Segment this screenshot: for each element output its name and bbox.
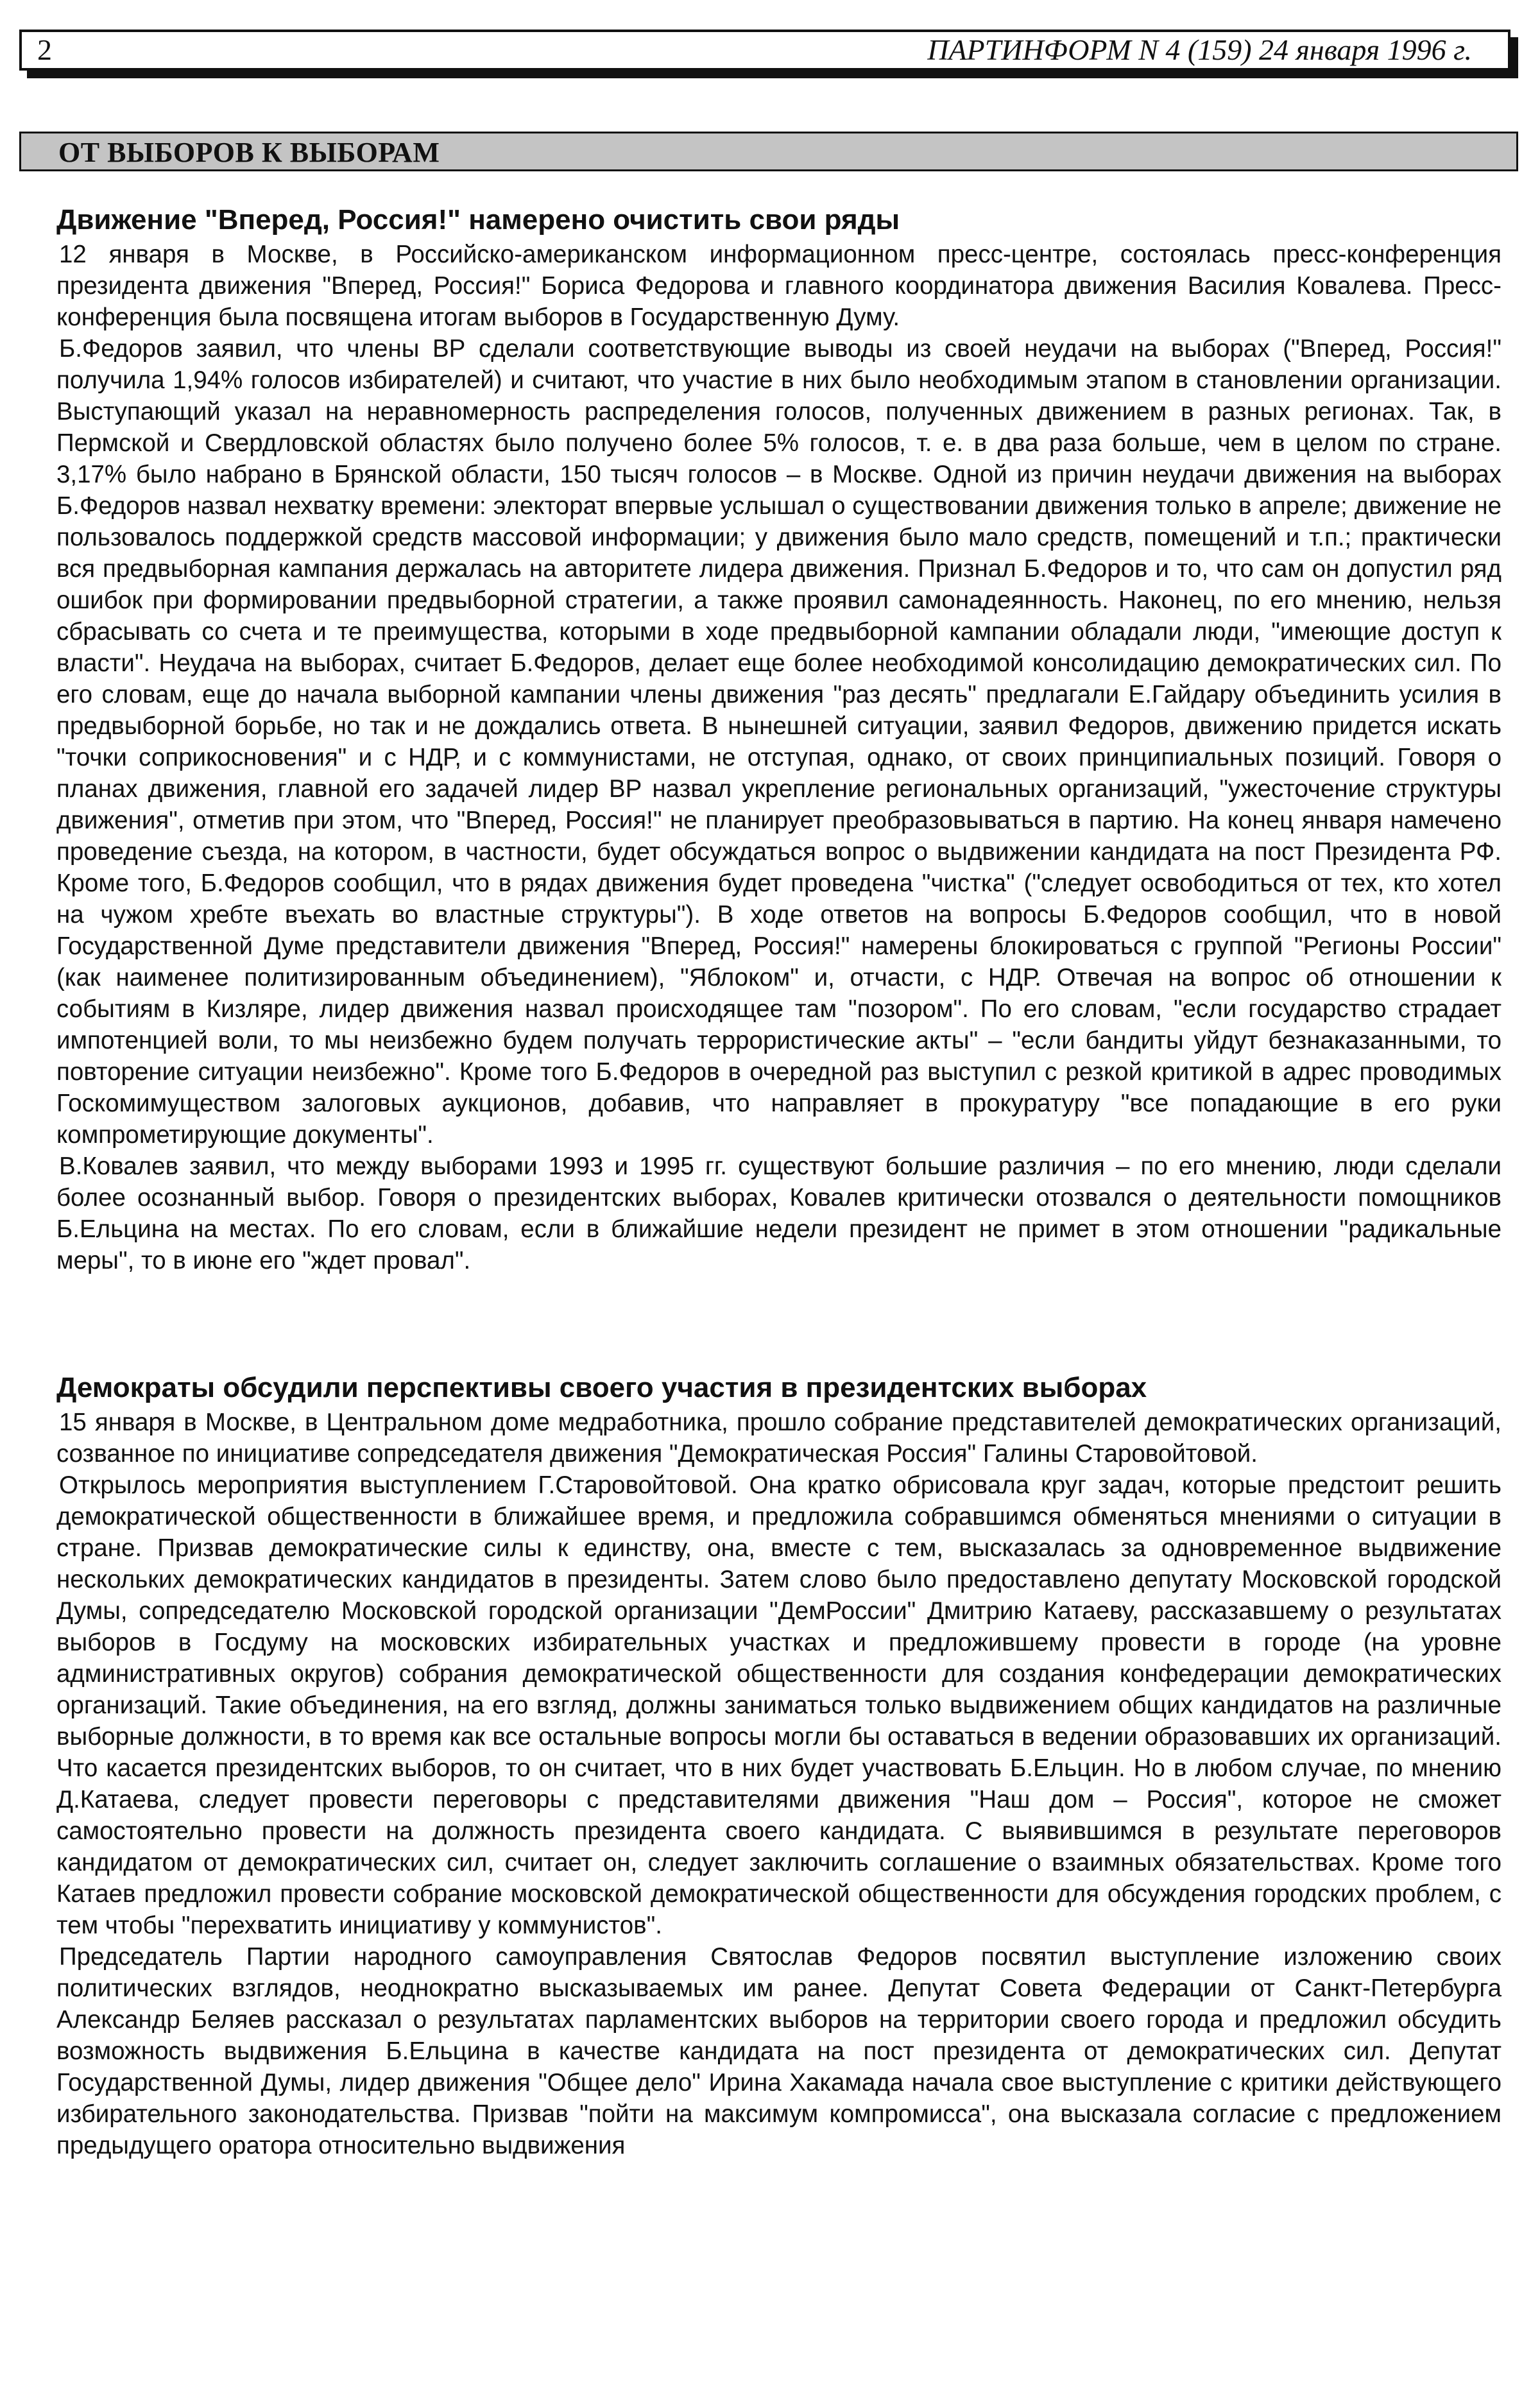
page-number: 2 bbox=[37, 33, 52, 66]
article-paragraph: Б.Федоров заявил, что члены ВР сделали соответствующие выводы из своей неудачи на выборах ("Вперед, Россия!" получила 1,94% голосов избирателей) и считают, что участие в них было необходимым этапом в становлении организации. Выступающий указал на неравномерность распределения голосов, полученных движением в разных регионах. Так, в Пермской и Свердловской областях было получено более 5% голосов, т. е. в два раза больше, чем в целом по стране. 3,17% было набрано в Брянской области, 150 тысяч голосов – в Москве. Одной из причин неудачи движения на выборах Б.Федоров назвал нехватку времени: электорат впервые услышал о существовании движения только в апреле; движение не пользовалось поддержкой средств массовой информации; у движения было мало средств, помещений и т.п.; практически вся предвыборная кампания держалась на авторитете лидера движения. Признал Б.Федоров и то, что сам он допустил ряд ошибок при формировании предвыборной стратегии, а также проявил самонадеянность. Наконец, по его мнению, нельзя сбрасывать со счета и те преимущества, которыми в ходе предвыборной кампании обладали люди, "имеющие доступ к власти". Неудача на выборах, считает Б.Федоров, делает еще более необходимой консолидацию демократических сил. По его словам, еще до начала выборной кампании члены движения "раз десять" предлагали Е.Гайдару объединить усилия в предвыборной борьбе, но так и не дождались ответа. В нынешней ситуации, заявил Федоров, движению придется искать "точки соприкосновения" и с НДР, и с коммунистами, не отступая, однако, от своих принципиальных позиций. Говоря о планах движения, главной его задачей лидер ВР назвал укрепление региональных организаций, "ужесточение структуры движения", отметив при этом, что "Вперед, Россия!" не планирует преобразовываться в партию. На конец января намечено проведение съезда, на котором, в частности, будет обсуждаться вопрос о выдвижении кандидата на пост Президента РФ. Кроме того, Б.Федоров сообщил, что в рядах движения будет проведена "чистка" ("следует освободиться от тех, кто хотел на чужом хребте въехать во властные структуры"). В ходе ответов на вопросы Б.Федоров сообщил, что в новой Государственной Думе представители движения "Вперед, Россия!" намерены блокироваться с группой "Регионы России" (как наименее политизированным объединением), "Яблоком" и, отчасти, с НДР. Отвечая на вопрос об отношении к событиям в Кизляре, лидер движения назвал происходящее там "позором". По его словам, "если государство страдает импотенцией воли, то мы неизбежно будем получать террористические акты" – "если бандиты уйдут безнаказанными, то повторение ситуации неизбежно". Кроме того Б.Федоров в очередной раз выступил с резкой критикой в адрес проводимых Госкомимуществом залоговых аукционов, добавив, что направляет в прокуратуру "все попадающие в его руки компрометирующие документы". bbox=[56, 335, 1502, 1149]
article bbox=[56, 203, 1502, 1276]
article bbox=[56, 1371, 1502, 2161]
article-paragraph: 12 января в Москве, в Российско-американском информационном пресс-центре, состоялась пресс-конференция президента движения "Вперед, Россия!" Бориса Федорова и главного координатора движения Василия Ковалева. Пресс-конференция была посвящена итогам выборов в Государственную Думу. bbox=[56, 241, 1502, 331]
issue-line: ПАРТИНФОРМ N 4 (159) 24 января 1996 г. bbox=[927, 33, 1472, 66]
article-paragraph: 15 января в Москве, в Центральном доме медработника, прошло собрание представителей демократических организаций, созванное по инициативе сопредседателя движения "Демократическая Россия" Галины Старовойтовой. bbox=[56, 1409, 1502, 1468]
section-title: ОТ ВЫБОРОВ К ВЫБОРАМ bbox=[58, 137, 440, 168]
page-header bbox=[19, 30, 1510, 71]
article-headline: Движение "Вперед, Россия!" намерено очистить свои ряды bbox=[56, 204, 900, 236]
section-band bbox=[19, 132, 1518, 171]
article-paragraph: Председатель Партии народного самоуправления Святослав Федоров посвятил выступление изложению своих политических взглядов, неоднократно высказываемых им ранее. Депутат Совета Федерации от Санкт-Петербурга Александр Беляев рассказал о результатах парламентских выборов на территории своего города и предложил обсудить возможность выдвижения Б.Ельцина в качестве кандидата на пост президента от демократических сил. Депутат Государственной Думы, лидер движения "Общее дело" Ирина Хакамада начала свое выступление с критики действующего избирательного законодательства. Призвав "пойти на максимум компромисса", она высказала согласие с предложением предыдущего оратора относительно выдвижения bbox=[56, 1943, 1502, 2159]
article-paragraph: Открылось мероприятия выступлением Г.Старовойтовой. Она кратко обрисовала круг задач, которые предстоит решить демократической общественности в ближайшее время, и предложила собравшимся обменяться мнениями о ситуации в стране. Призвав демократические силы к единству, она, вместе с тем, высказалась за одновременное выдвижение нескольких демократических кандидатов в президенты. Затем слово было предоставлено депутату Московской городской Думы, сопредседателю Московской городской организации "ДемРоссии" Дмитрию Катаеву, рассказавшему о результатах выборов в Госдуму на московских избирательных участках и предложившему провести в городе (на уровне административных округов) собрания демократической общественности для создания конфедерации демократических организаций. Такие объединения, на его взгляд, должны заниматься только выдвижением общих кандидатов на различные выборные должности, в то время как все остальные вопросы могли бы оставаться в ведении образовавших их организаций. Что касается президентских выборов, то он считает, что в них будет участвовать Б.Ельцин. Но в любом случае, по мнению Д.Катаева, следует провести переговоры с представителями движения "Наш дом – Россия", которое не сможет самостоятельно провести на должность президента своего кандидата. С выявившимся в результате переговоров кандидатом от демократических сил, считает он, следует заключить соглашение о взаимных обязательствах. Кроме того Катаев предложил провести собрание московской демократической общественности для обсуждения городских проблем, с тем чтобы "перехватить инициативу у коммунистов". bbox=[56, 1471, 1502, 1939]
article-headline: Демократы обсудили перспективы своего участия в президентских выборах bbox=[56, 1372, 1147, 1403]
article-paragraph: В.Ковалев заявил, что между выборами 1993 и 1995 гг. существуют большие различия – по его мнению, люди сделали более осознанный выбор. Говоря о президентских выборах, Ковалев критически отозвался о деятельности помощников Б.Ельцина на местах. По его словам, если в ближайшие недели президент не примет в этом отношении "радикальные меры", то в июне его "ждет провал". bbox=[56, 1152, 1502, 1274]
